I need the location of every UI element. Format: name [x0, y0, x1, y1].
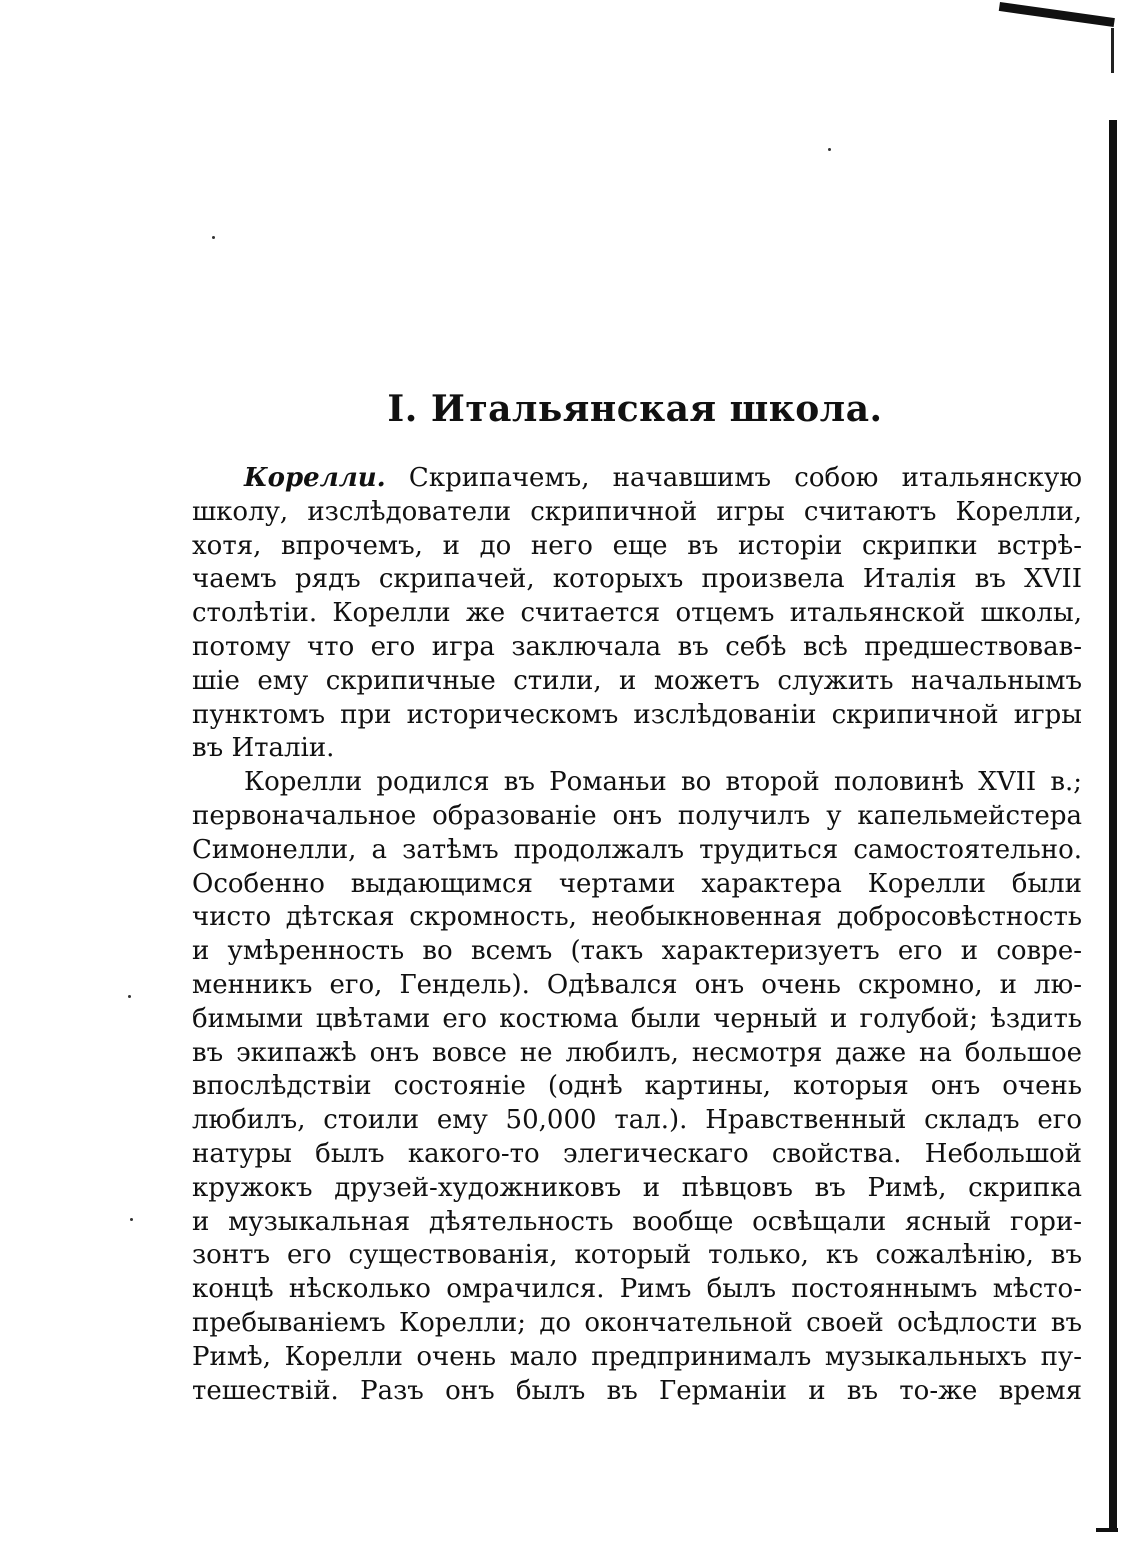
- text-line: менникъ его, Гендель). Одѣвался онъ очень скромно, и лю-: [192, 969, 1082, 1000]
- text-line: любилъ, стоили ему 50,000 тал.). Нравственный складъ его: [192, 1105, 1082, 1136]
- scan-edge-right: [1109, 120, 1117, 1530]
- scan-speck: [128, 995, 131, 998]
- scan-edge-bottom: [1096, 1528, 1118, 1532]
- text-line: кружокъ друзей-художниковъ и пѣвцовъ въ Римѣ, скрипка: [192, 1172, 1082, 1203]
- text-line: и умѣренность во всемъ (такъ характеризуетъ его и совре-: [192, 936, 1082, 967]
- text-line: пребываніемъ Корелли; до окончательной своей осѣдлости въ: [192, 1307, 1082, 1338]
- lead-name: Корелли.: [244, 463, 386, 493]
- text-line: пунктомъ при историческомъ изслѣдованіи скрипичной игры: [192, 699, 1082, 730]
- text-line: бимыми цвѣтами его костюма были черный и голубой; ѣздить: [192, 1003, 1082, 1034]
- text-line: [192, 462, 1082, 496]
- scan-speck: [828, 148, 831, 151]
- text-line: Особенно выдающимся чертами характера Корелли были: [192, 868, 1082, 899]
- text-line: въ экипажѣ онъ вовсе не любилъ, несмотря даже на большое: [192, 1037, 1082, 1068]
- scan-edge-top: [999, 2, 1115, 27]
- text-line: столѣтіи. Корелли же считается отцемъ итальянской школы,: [192, 598, 1082, 629]
- text-line: хотя, впрочемъ, и до него еще въ исторіи скрипки встрѣ-: [192, 530, 1082, 561]
- text-line: чисто дѣтская скромность, необыкновенная добросовѣстность: [192, 902, 1082, 933]
- section-heading: I. Итальянская школа.: [387, 388, 883, 430]
- paragraph-1: [192, 462, 1082, 766]
- text-line: впослѣдствіи состояніе (однѣ картины, которыя онъ очень: [192, 1071, 1082, 1102]
- text-line: Симонелли, а затѣмъ продолжалъ трудиться самостоятельно.: [192, 834, 1082, 865]
- text-line: первоначальное образованіе онъ получилъ у капельмейстера: [192, 800, 1082, 831]
- text-line: школу, изслѣдователи скрипичной игры считаютъ Корелли,: [192, 496, 1082, 527]
- body-text: [192, 462, 1082, 1408]
- text-line: Римѣ, Корелли очень мало предпринималъ музыкальныхъ пу-: [192, 1341, 1082, 1372]
- text-line: шіе ему скрипичные стили, и можетъ служить начальнымъ: [192, 665, 1082, 696]
- scan-speck: [212, 236, 215, 239]
- text-line: зонтъ его существованія, который только, къ сожалѣнію, въ: [192, 1240, 1082, 1271]
- text-line: концѣ нѣсколько омрачился. Римъ былъ постояннымъ мѣсто-: [192, 1274, 1082, 1305]
- text-line: и музыкальная дѣятельность вообще освѣщали ясный гори-: [192, 1206, 1082, 1237]
- text-line: въ Италіи.: [192, 733, 335, 764]
- text-line: чаемъ рядъ скрипачей, которыхъ произвела Италія въ XVII: [192, 564, 1082, 595]
- text-line: тешествій. Разъ онъ былъ въ Германіи и въ то-же время: [192, 1375, 1082, 1406]
- scan-edge-right-upper: [1111, 28, 1114, 73]
- text-line: потому что его игра заключала въ себѣ всѣ предшествовав-: [192, 631, 1082, 662]
- text-line: Корелли родился въ Романьи во второй половинѣ XVII в.;: [244, 767, 1082, 798]
- paragraph-2: [192, 766, 1082, 1408]
- text-line-content: Скрипачемъ, начавшимъ собою итальянскую: [385, 463, 1082, 493]
- scan-speck: [130, 1218, 133, 1221]
- text-line: натуры былъ какого-то элегическаго свойства. Небольшой: [192, 1138, 1082, 1169]
